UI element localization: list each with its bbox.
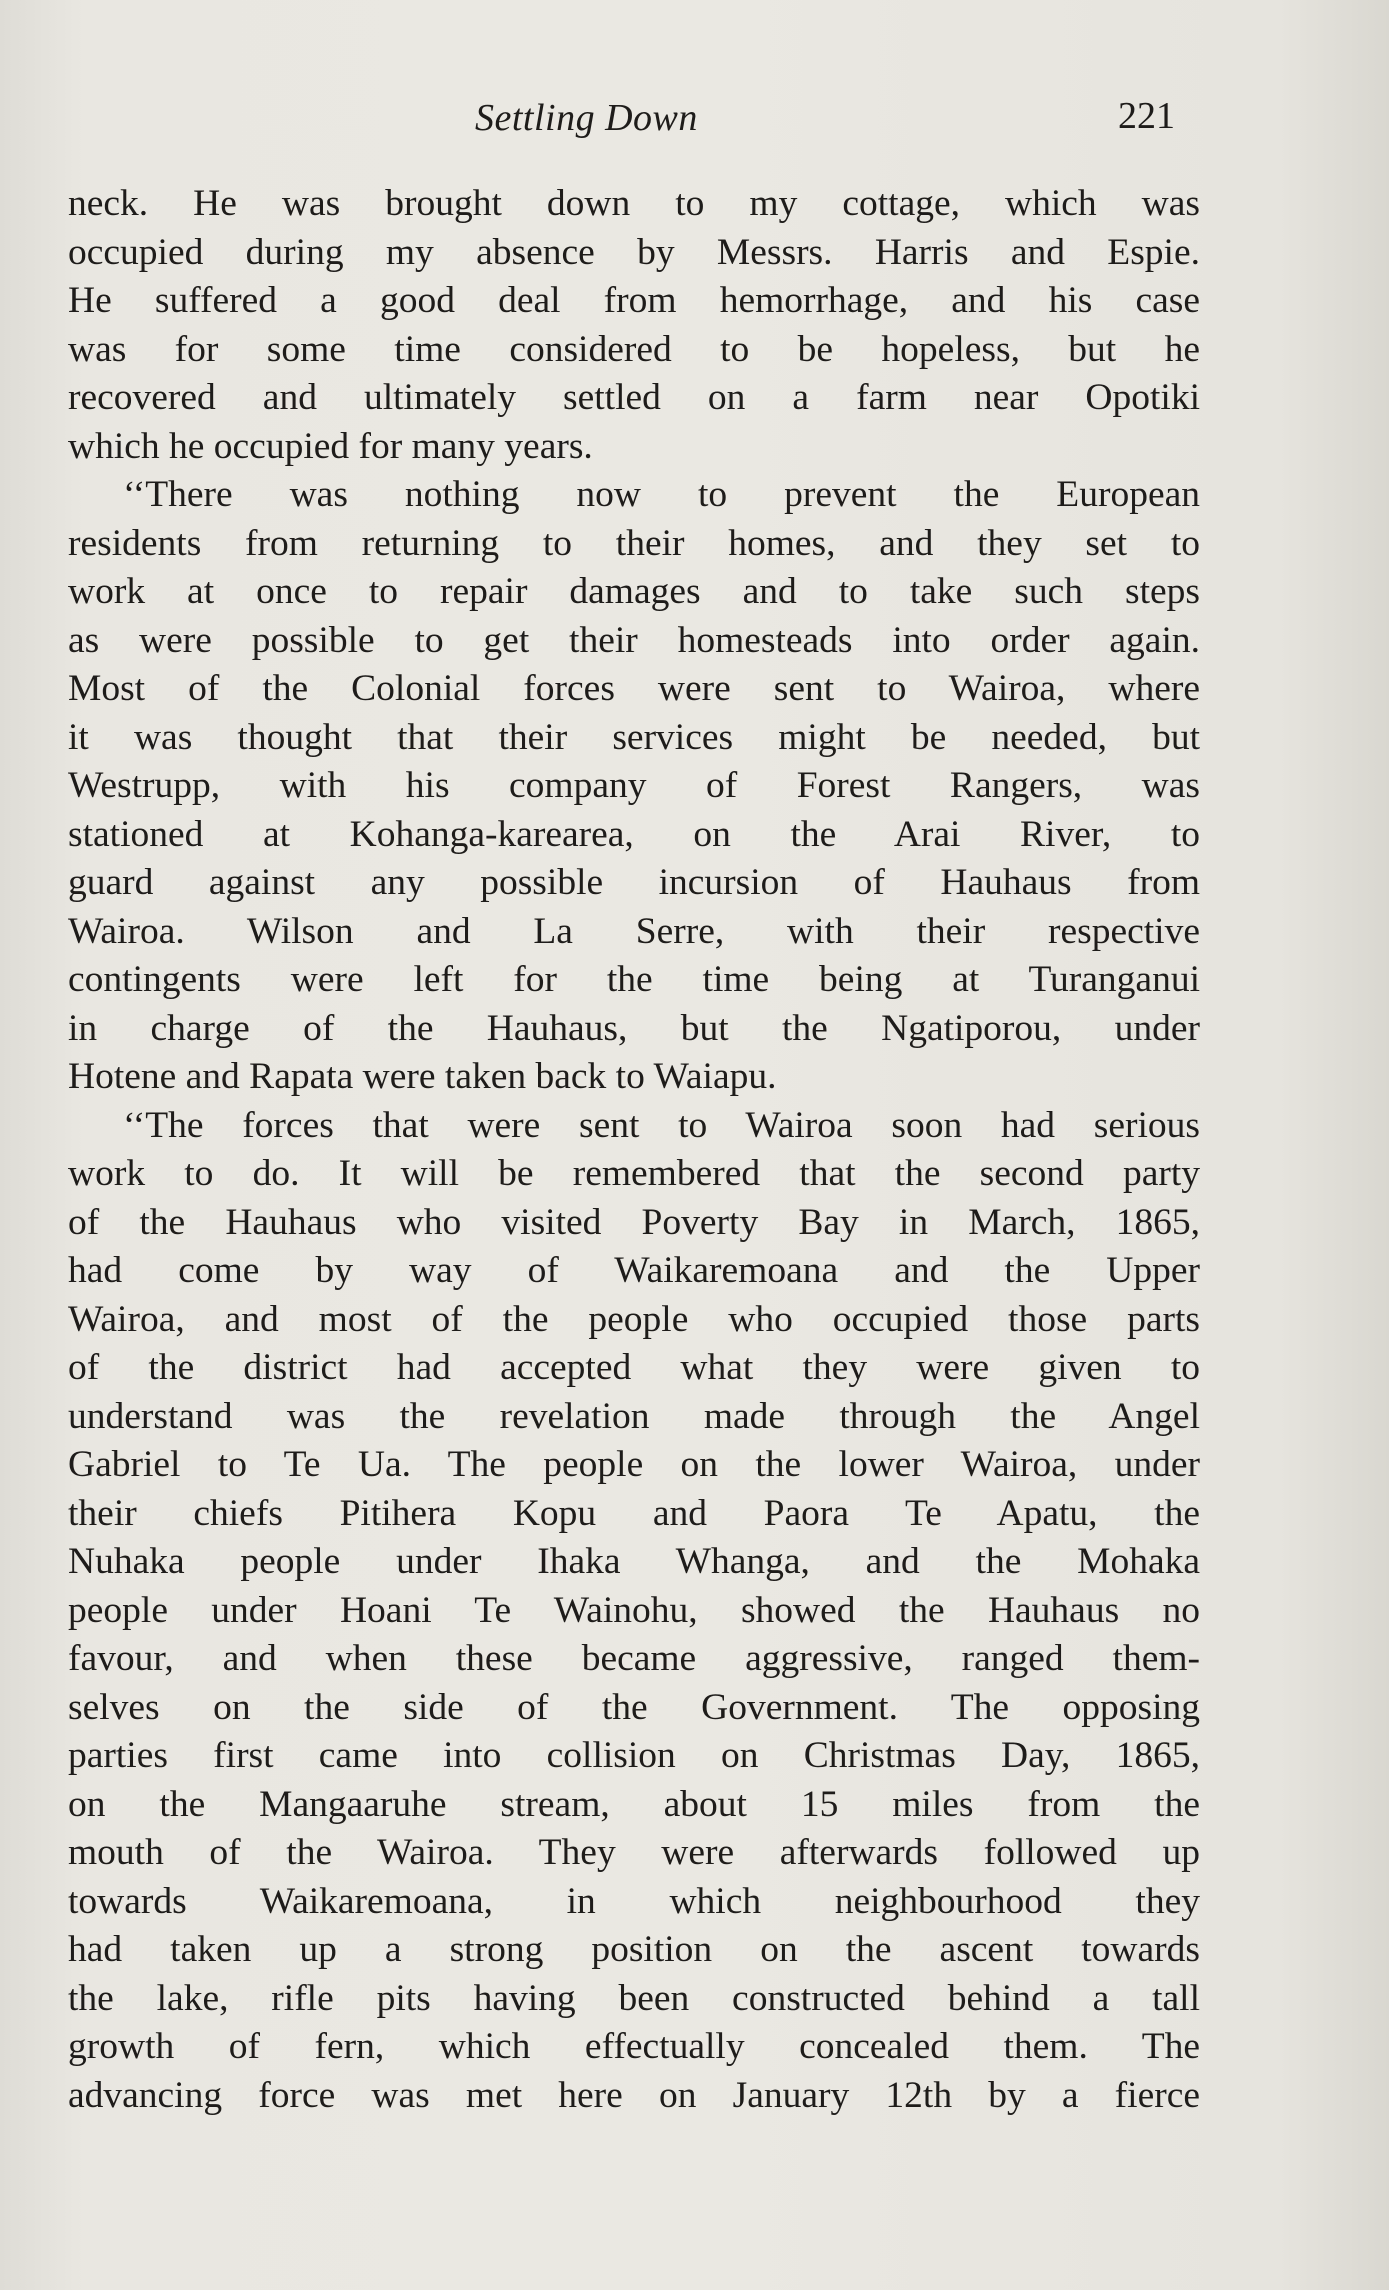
text-line: favour, and when these became aggressive, ranged them- <box>68 1638 1200 1679</box>
text-line: advancing force was met here on January 12th by a fierce <box>68 2074 1200 2116</box>
text-line: contingents were left for the time being at Turanganui <box>68 959 1200 1000</box>
text-line: as were possible to get their homesteads into order again. <box>68 619 1200 661</box>
text-line: in charge of the Hauhaus, but the Ngatiporou, under <box>68 1007 1200 1049</box>
text-line: residents from returning to their homes, and they set to <box>68 522 1200 564</box>
text-line: Nuhaka people under Ihaka Whanga, and the Mohaka <box>68 1541 1200 1582</box>
text-line: Wairoa, and most of the people who occupied those parts <box>68 1298 1200 1340</box>
text-line: Wairoa. Wilson and La Serre, with their respective <box>68 910 1200 952</box>
text-line: parties first came into collision on Christmas Day, 1865, <box>68 1735 1200 1776</box>
text-line: ‘‘There was nothing now to prevent the European <box>123 474 1200 515</box>
text-line: neck. He was brought down to my cottage, which was <box>68 183 1200 224</box>
body-text <box>68 180 1200 2120</box>
text-line: work to do. It will be remembered that the second party <box>68 1153 1200 1194</box>
text-line: growth of fern, which effectually concealed them. The <box>68 2026 1200 2067</box>
running-head-title: Settling Down <box>475 97 698 139</box>
page-number: 221 <box>1118 95 1175 137</box>
text-line: on the Mangaaruhe stream, about 15 miles from the <box>68 1783 1200 1825</box>
paragraph <box>68 180 1200 471</box>
text-line: work at once to repair damages and to take such steps <box>68 571 1200 612</box>
text-line: people under Hoani Te Wainohu, showed the Hauhaus no <box>68 1589 1200 1631</box>
text-line: which he occupied for many years. <box>68 425 593 467</box>
text-line: Most of the Colonial forces were sent to Wairoa, where <box>68 668 1200 709</box>
text-line: occupied during my absence by Messrs. Harris and Espie. <box>68 231 1200 273</box>
text-line: it was thought that their services might be needed, but <box>68 716 1200 758</box>
text-line: Westrupp, with his company of Forest Rangers, was <box>68 765 1200 806</box>
paragraph <box>68 1102 1200 2121</box>
text-line: recovered and ultimately settled on a farm near Opotiki <box>68 377 1200 418</box>
paragraph <box>68 471 1200 1102</box>
text-line: understand was the revelation made through the Angel <box>68 1395 1200 1437</box>
text-line: their chiefs Pitihera Kopu and Paora Te Apatu, the <box>68 1492 1200 1534</box>
text-line: guard against any possible incursion of Hauhaus from <box>68 862 1200 903</box>
text-line: ‘‘The forces that were sent to Wairoa soon had serious <box>123 1104 1200 1146</box>
text-line: He suffered a good deal from hemorrhage, and his case <box>68 280 1200 321</box>
text-line: the lake, rifle pits having been constructed behind a tall <box>68 1977 1200 2019</box>
text-line: of the Hauhaus who visited Poverty Bay in March, 1865, <box>68 1201 1200 1243</box>
text-line: towards Waikaremoana, in which neighbourhood they <box>68 1880 1200 1922</box>
text-line: mouth of the Wairoa. They were afterwards followed up <box>68 1832 1200 1873</box>
text-line: of the district had accepted what they were given to <box>68 1347 1200 1388</box>
text-line: stationed at Kohanga-karearea, on the Arai River, to <box>68 813 1200 855</box>
text-line: Gabriel to Te Ua. The people on the lower Wairoa, under <box>68 1444 1200 1485</box>
text-line: selves on the side of the Government. The opposing <box>68 1686 1200 1728</box>
text-line: Hotene and Rapata were taken back to Waiapu. <box>68 1056 777 1097</box>
text-line: was for some time considered to be hopeless, but he <box>68 328 1200 370</box>
text-line: had come by way of Waikaremoana and the Upper <box>68 1250 1200 1291</box>
text-line: had taken up a strong position on the ascent towards <box>68 1929 1200 1970</box>
